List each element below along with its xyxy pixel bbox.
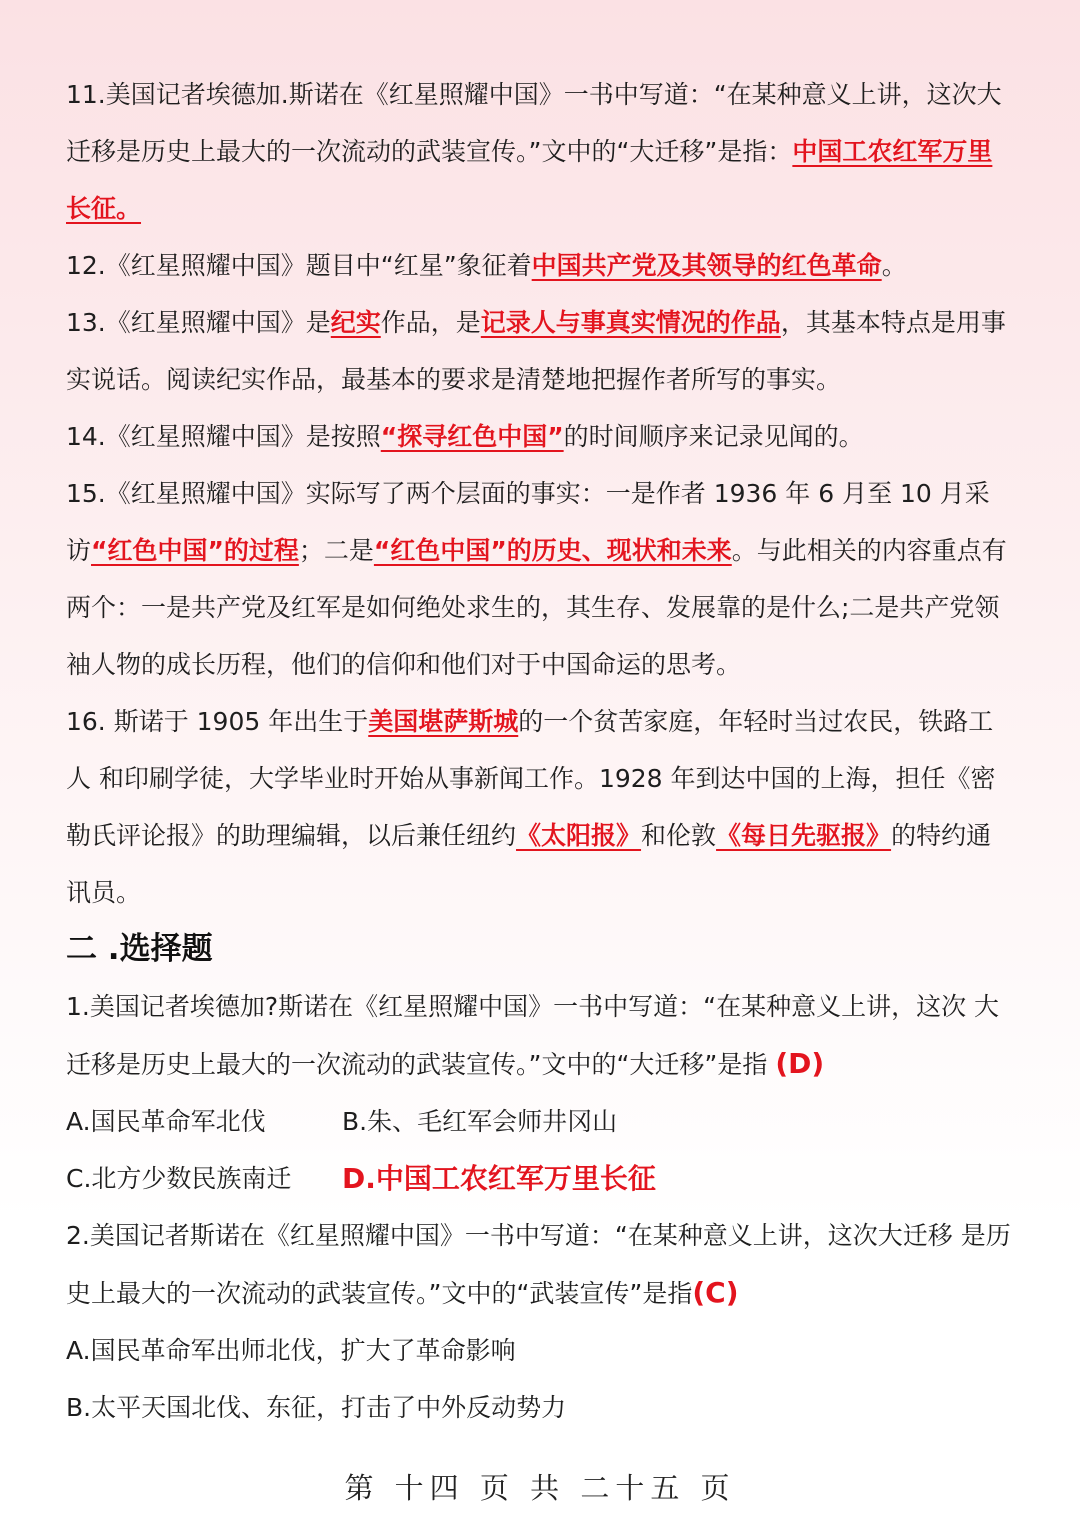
- option-b: B.太平天国北伐、东征，打击了中外反动势力: [66, 1393, 567, 1422]
- option-d-correct: D.中国工农红军万里长征: [342, 1162, 656, 1195]
- item-text: 和伦敦: [641, 821, 717, 850]
- item-text: 16. 斯诺于 1905 年出生于: [66, 707, 369, 736]
- answer-highlight: 《每日先驱报》: [716, 821, 892, 850]
- section-title: 二 .选择题: [66, 931, 213, 967]
- question-1-options-row-2: [66, 1150, 1016, 1207]
- answer-highlight: 美国堪萨斯城: [368, 707, 519, 736]
- item-text: 15.《红星照耀中国》实际写了两个层面的事实：一是作者 1936 年 6 月至 10 月采访: [66, 479, 990, 565]
- option-a: A.国民革命军出师北伐，扩大了革命影响: [66, 1336, 516, 1365]
- question-2: [66, 1207, 1016, 1322]
- answer-highlight: “红色中国”的历史、现状和未来: [373, 536, 732, 565]
- answer-highlight: 中国工农红军万里长征。: [66, 137, 993, 223]
- answer-highlight: “探寻红色中国”: [380, 422, 564, 451]
- option-a: A.国民革命军北伐: [66, 1107, 266, 1136]
- item-11: [66, 66, 1016, 237]
- answer-highlight: 记录人与事真实情况的作品: [480, 308, 781, 337]
- question-1: [66, 978, 1016, 1093]
- option-b: B.朱、毛红军会师井冈山: [342, 1107, 618, 1136]
- item-text: 作品，是: [380, 308, 481, 337]
- question-1-options-row-1: [66, 1093, 1016, 1150]
- answer-highlight: “红色中国”的过程: [91, 536, 299, 565]
- item-12: [66, 237, 1016, 294]
- answer-highlight: 纪实: [330, 308, 381, 337]
- item-15: [66, 465, 1016, 693]
- item-text: 的一个贫苦家庭，年轻时当过农民，铁路工人 和印刷学徒，大学毕业时开始从事新闻工作。1928 年到达中国的上海，担任《密勒氏评论报》的助理编辑，以后兼任纽约: [66, 707, 996, 850]
- item-16: [66, 693, 1016, 921]
- item-text: 13.《红星照耀中国》是: [66, 308, 331, 337]
- page-footer: 第 十四 页 共 二十五 页: [344, 1471, 736, 1505]
- item-14: [66, 408, 1016, 465]
- item-text: 的时间顺序来记录见闻的。: [563, 422, 864, 451]
- item-text: 。: [881, 251, 907, 280]
- answer-highlight: 中国共产党及其领导的红色革命: [531, 251, 882, 280]
- question-text: 1.美国记者埃德加?斯诺在《红星照耀中国》一书中写道：“在某种意义上讲，这次 大迁移是历史上最大的一次流动的武装宣传。”文中的“大迁移”是指: [66, 992, 1000, 1079]
- question-answer: (C): [692, 1276, 739, 1309]
- question-text: 2.美国记者斯诺在《红星照耀中国》一书中写道：“在某种意义上讲，这次大迁移 是历史上最大的一次流动的武装宣传。”文中的“武装宣传”是指: [66, 1221, 1011, 1308]
- item-text: ，其基本特点是用事实说话。阅读纪实作品，最基本的要求是清楚地把握作者所写的事实。: [66, 308, 1006, 394]
- item-text: 的特约通讯员。: [66, 821, 992, 907]
- question-answer: (D): [775, 1047, 825, 1080]
- answer-highlight: 《太阳报》: [516, 821, 642, 850]
- item-text: 14.《红星照耀中国》是按照: [66, 422, 381, 451]
- item-13: [66, 294, 1016, 408]
- item-text: 12.《红星照耀中国》题目中“红星”象征着: [66, 251, 532, 280]
- option-c: C.北方少数民族南迁: [66, 1164, 292, 1193]
- item-text: ；二是: [298, 536, 374, 565]
- item-text: 。与此相关的内容重点有两个：一是共产党及红军是如何绝处求生的，其生存、发展靠的是什么;二是共产党领袖人物的成长历程，他们的信仰和他们对于中国命运的思考。: [66, 536, 1007, 679]
- item-text: 11.美国记者埃德加.斯诺在《红星照耀中国》一书中写道：“在某种意义上讲，这次大迁移是历史上最大的一次流动的武装宣传。”文中的“大迁移”是指：: [66, 80, 1002, 166]
- page-content: [66, 66, 1016, 1436]
